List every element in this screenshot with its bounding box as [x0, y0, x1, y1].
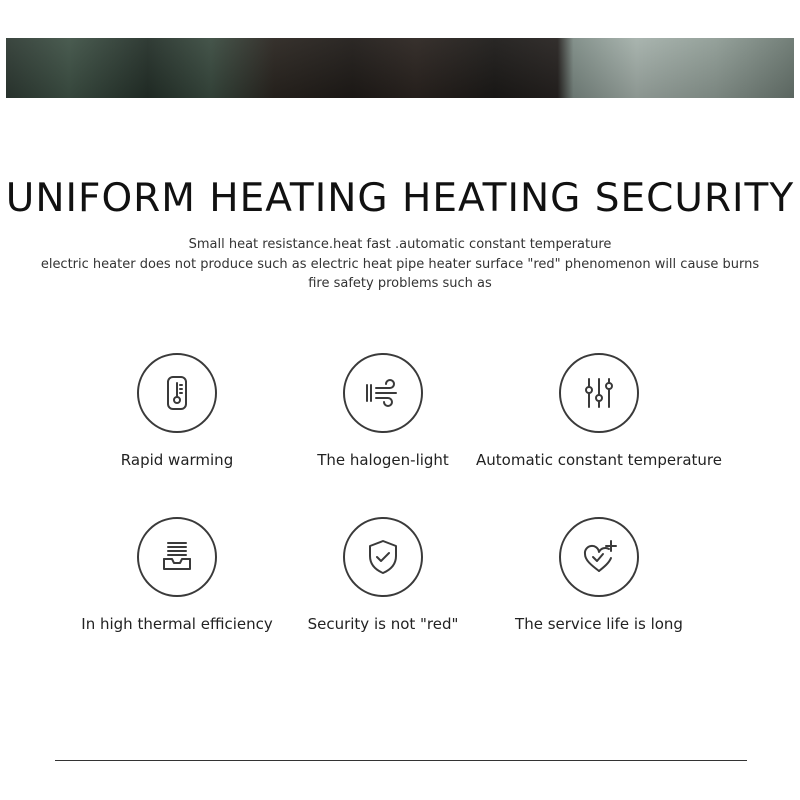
top-banner-image — [6, 38, 794, 98]
description-line-1: Small heat resistance.heat fast .automatic constant temperature — [188, 237, 612, 252]
feature-label: In high thermal efficiency — [81, 615, 273, 633]
feature-label: The service life is long — [515, 615, 683, 633]
feature-icon-circle — [559, 353, 639, 433]
description-line-2: electric heater does not produce such as electric heat pipe heater surface "red" phenomenon will cause burns — [40, 257, 760, 272]
feature-label: The halogen-light — [317, 451, 449, 469]
shield-check-icon — [361, 535, 405, 579]
feature-constant-temperature — [469, 353, 729, 469]
layers-tray-icon — [155, 535, 199, 579]
heart-plus-icon — [577, 535, 621, 579]
feature-icon-circle — [137, 353, 217, 433]
description-line-3: fire safety problems such as — [308, 276, 492, 291]
feature-service-life — [469, 517, 729, 633]
feature-icon-circle — [343, 517, 423, 597]
sliders-icon — [577, 371, 621, 415]
feature-label: Automatic constant temperature — [476, 451, 722, 469]
feature-icon-circle — [559, 517, 639, 597]
feature-label: Rapid warming — [120, 451, 234, 469]
page-title: UNIFORM HEATING HEATING SECURITY — [5, 176, 795, 221]
wind-icon — [361, 371, 405, 415]
feature-icon-circle — [137, 517, 217, 597]
feature-label: Security is not "red" — [307, 615, 459, 633]
feature-icon-circle — [343, 353, 423, 433]
thermometer-icon — [155, 371, 199, 415]
bottom-divider — [55, 760, 747, 761]
